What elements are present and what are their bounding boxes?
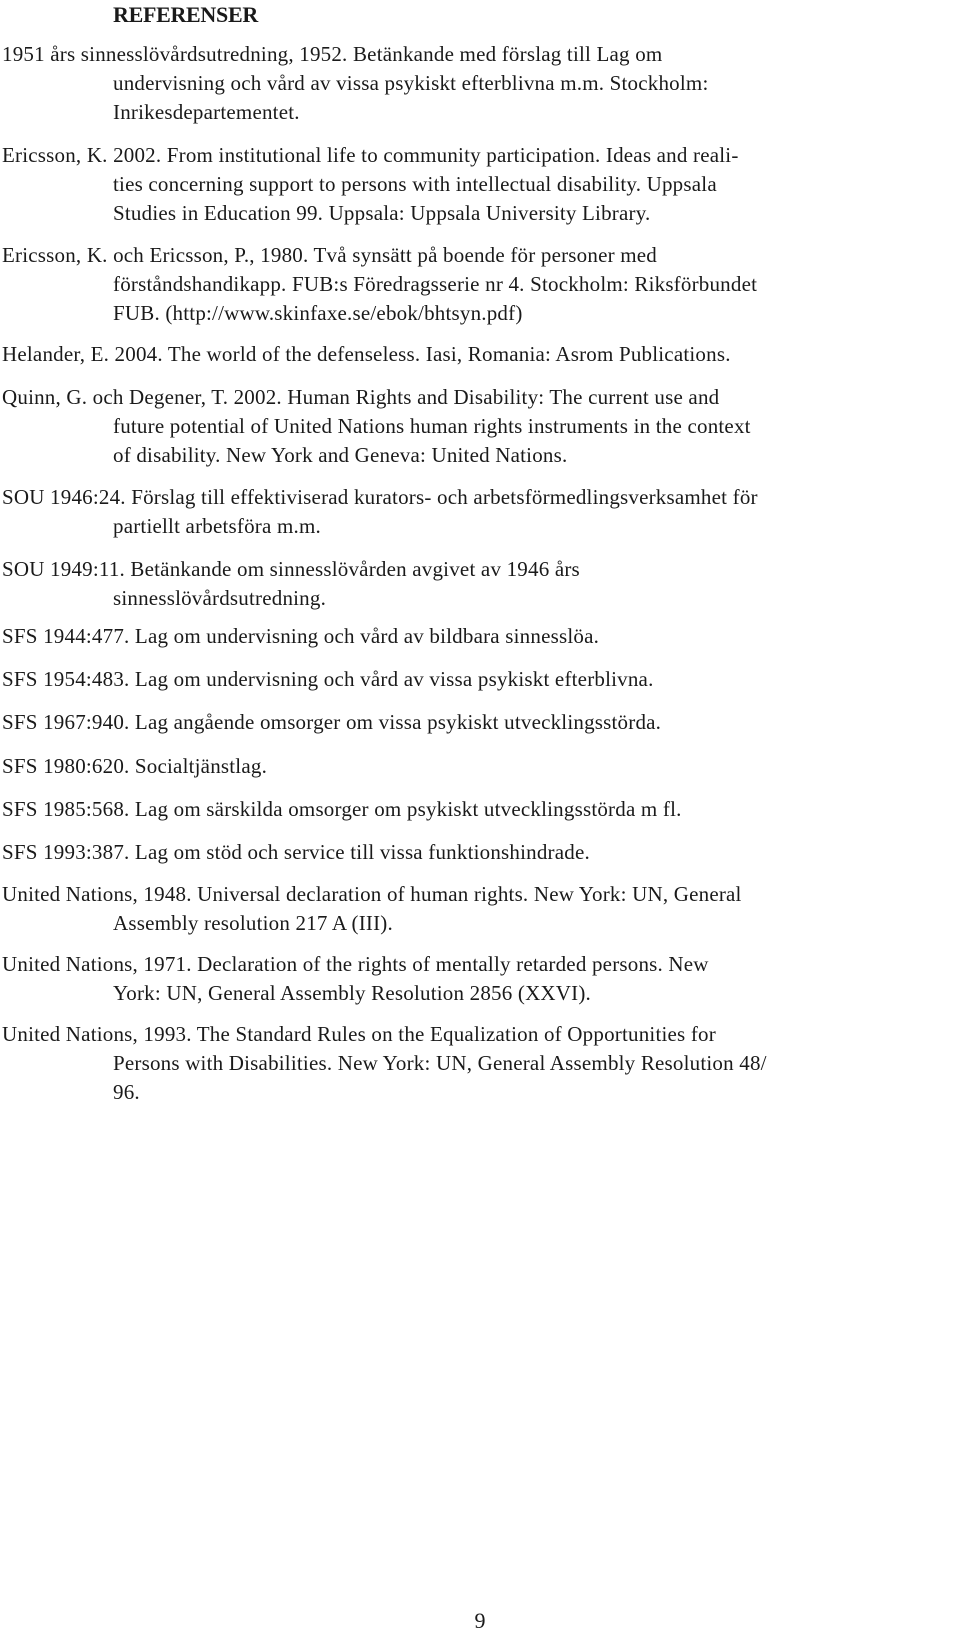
reference-line: of disability. New York and Geneva: United Nations. bbox=[113, 443, 568, 467]
reference-entry bbox=[0, 383, 751, 470]
reference-line: FUB. (http://www.skinfaxe.se/ebok/bhtsyn.pdf) bbox=[113, 301, 523, 325]
reference-entry bbox=[0, 665, 654, 694]
reference-line: SOU 1949:11. Betänkande om sinnesslövården avgivet av 1946 års bbox=[2, 557, 580, 581]
reference-line: SFS 1967:940. Lag angående omsorger om vissa psykiskt utvecklingsstörda. bbox=[2, 710, 662, 734]
reference-entry bbox=[0, 483, 758, 541]
reference-line: SFS 1954:483. Lag om undervisning och vård av vissa psykiskt efterblivna. bbox=[2, 667, 654, 691]
reference-line: United Nations, 1948. Universal declaration of human rights. New York: UN, General bbox=[2, 882, 742, 906]
reference-line: Helander, E. 2004. The world of the defenseless. Iasi, Romania: Asrom Publications. bbox=[2, 342, 731, 366]
reference-entry bbox=[0, 838, 590, 867]
reference-entry bbox=[0, 795, 682, 824]
reference-line: partiellt arbetsföra m.m. bbox=[113, 514, 321, 538]
reference-line: SFS 1944:477. Lag om undervisning och vård av bildbara sinnesslöa. bbox=[2, 624, 600, 648]
reference-entry bbox=[0, 241, 757, 328]
reference-entry bbox=[0, 752, 267, 781]
reference-entry bbox=[0, 141, 739, 228]
page-number: 9 bbox=[474, 1608, 486, 1633]
reference-line: Assembly resolution 217 A (III). bbox=[113, 911, 393, 935]
reference-entry bbox=[0, 340, 731, 369]
reference-line: Ericsson, K. och Ericsson, P., 1980. Två synsätt på boende för personer med bbox=[2, 243, 657, 267]
reference-line: undervisning och vård av vissa psykiskt efterblivna m.m. Stockholm: bbox=[113, 71, 709, 95]
reference-line: Persons with Disabilities. New York: UN, General Assembly Resolution 48/ bbox=[113, 1051, 767, 1075]
reference-line: SOU 1946:24. Förslag till effektiviserad kurators- och arbetsförmedlingsverksamhet för bbox=[2, 485, 758, 509]
reference-line: 96. bbox=[113, 1080, 140, 1104]
reference-entry bbox=[0, 622, 599, 651]
reference-line: sinnesslövårdsutredning. bbox=[113, 586, 327, 610]
reference-entry bbox=[0, 708, 661, 737]
reference-line: Quinn, G. och Degener, T. 2002. Human Rights and Disability: The current use and bbox=[2, 385, 720, 409]
reference-line: förståndshandikapp. FUB:s Föredragsserie nr 4. Stockholm: Riksförbundet bbox=[113, 272, 758, 296]
reference-line: Inrikesdepartementet. bbox=[113, 100, 300, 124]
reference-line: SFS 1993:387. Lag om stöd och service till vissa funktionshindrade. bbox=[2, 840, 590, 864]
reference-line: SFS 1985:568. Lag om särskilda omsorger om psykiskt utvecklingsstörda m fl. bbox=[2, 797, 682, 821]
reference-line: United Nations, 1993. The Standard Rules on the Equalization of Opportunities for bbox=[2, 1022, 716, 1046]
reference-entry bbox=[0, 40, 708, 127]
reference-entry bbox=[0, 1020, 767, 1107]
reference-entry bbox=[0, 880, 742, 938]
reference-line: SFS 1980:620. Socialtjänstlag. bbox=[2, 754, 268, 778]
reference-line: United Nations, 1971. Declaration of the rights of mentally retarded persons. New bbox=[2, 952, 709, 976]
reference-line: Ericsson, K. 2002. From institutional life to community participation. Ideas and reali- bbox=[2, 143, 739, 167]
reference-line: Studies in Education 99. Uppsala: Uppsala University Library. bbox=[113, 201, 651, 225]
reference-line: future potential of United Nations human rights instruments in the context bbox=[113, 414, 751, 438]
reference-line: York: UN, General Assembly Resolution 2856 (XXVI). bbox=[113, 981, 591, 1005]
section-heading: REFERENSER bbox=[113, 2, 258, 27]
reference-entry bbox=[0, 950, 709, 1008]
reference-line: 1951 års sinnesslövårdsutredning, 1952. Betänkande med förslag till Lag om bbox=[2, 42, 663, 66]
reference-line: ties concerning support to persons with intellectual disability. Uppsala bbox=[113, 172, 717, 196]
reference-entry bbox=[0, 555, 580, 613]
